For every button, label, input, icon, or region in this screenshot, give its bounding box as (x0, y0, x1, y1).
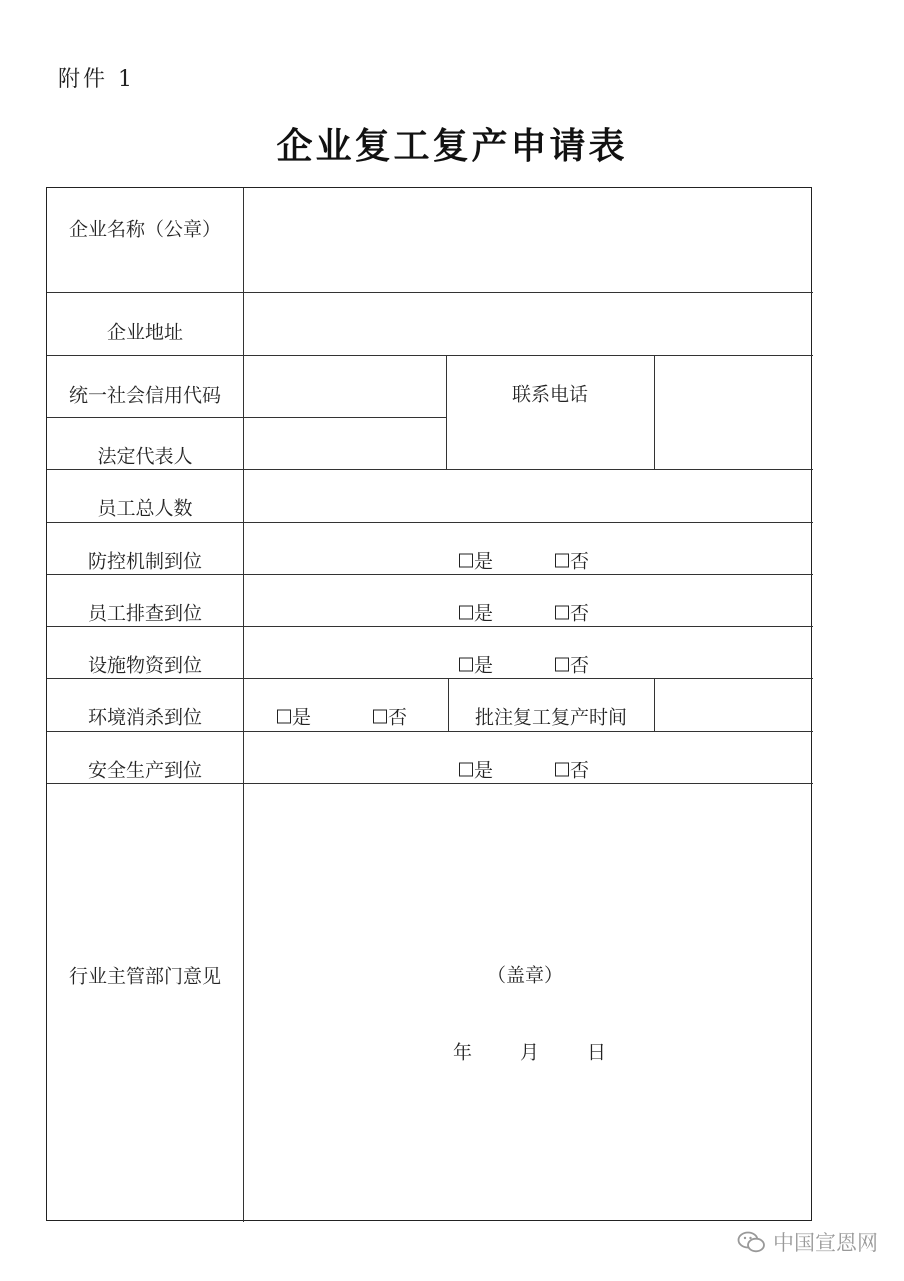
row-divider (47, 522, 813, 523)
label-employee-count: 员工总人数 (97, 497, 193, 520)
label-company-name: 企业名称（公章） (68, 218, 222, 241)
column-divider (446, 355, 447, 469)
yes-checkbox[interactable] (459, 756, 493, 783)
label-company-address: 企业地址 (106, 321, 184, 344)
no-label: 否 (570, 550, 590, 573)
no-checkbox[interactable] (555, 599, 589, 626)
application-form-table (46, 187, 812, 1221)
yes-checkbox[interactable] (459, 599, 493, 626)
checkbox-icon (555, 553, 569, 567)
no-checkbox[interactable] (555, 756, 589, 783)
no-label: 否 (570, 759, 590, 782)
yes-checkbox[interactable] (277, 703, 311, 730)
column-divider (448, 678, 449, 731)
approved-time-field[interactable] (656, 680, 811, 730)
checkbox-icon (373, 709, 387, 723)
label-credit-code: 统一社会信用代码 (68, 384, 222, 407)
checkbox-icon (555, 605, 569, 619)
company-name-field[interactable] (245, 190, 811, 291)
no-label: 否 (570, 602, 590, 625)
row-divider (47, 731, 813, 732)
label-authority-opinion: 行业主管部门意见 (68, 965, 222, 988)
yes-label: 是 (292, 706, 312, 729)
phone-field[interactable] (656, 357, 811, 468)
supplies-options (459, 651, 589, 678)
no-label: 否 (388, 706, 408, 729)
staff-screening-options (459, 599, 589, 626)
checkbox-icon (555, 762, 569, 776)
form-title: 企业复工复产申请表 (276, 125, 628, 167)
yes-label: 是 (474, 759, 494, 782)
label-epidemic-control: 防控机制到位 (87, 550, 203, 573)
yes-checkbox[interactable] (459, 547, 493, 574)
yes-label: 是 (474, 550, 494, 573)
checkbox-icon (277, 709, 291, 723)
label-staff-screening: 员工排查到位 (87, 602, 203, 625)
yes-label: 是 (474, 654, 494, 677)
label-supplies: 设施物资到位 (87, 654, 203, 677)
checkbox-icon (459, 762, 473, 776)
no-label: 否 (570, 654, 590, 677)
disinfection-options (277, 703, 407, 730)
label-legal-rep: 法定代表人 (97, 445, 193, 468)
label-safe-production: 安全生产到位 (87, 759, 203, 782)
authority-opinion-field[interactable] (245, 785, 811, 1220)
label-approved-time: 批注复工复产时间 (474, 706, 628, 729)
month-label: 月 (520, 1041, 540, 1064)
legal-rep-field[interactable] (245, 419, 445, 468)
yes-checkbox[interactable] (459, 651, 493, 678)
checkbox-icon (459, 553, 473, 567)
seal-label: （盖章） (487, 964, 564, 987)
company-address-field[interactable] (245, 294, 811, 354)
epidemic-control-options (459, 547, 589, 574)
checkbox-icon (459, 605, 473, 619)
checkbox-icon (459, 657, 473, 671)
label-phone: 联系电话 (511, 383, 589, 406)
year-label: 年 (453, 1041, 473, 1064)
signature-date (453, 1038, 606, 1065)
wechat-icon (737, 1230, 767, 1254)
day-label: 日 (587, 1041, 607, 1064)
label-disinfection: 环境消杀到位 (87, 706, 203, 729)
safe-production-options (459, 756, 589, 783)
employee-count-field[interactable] (245, 471, 811, 521)
attachment-label: 附件 1 (58, 67, 135, 92)
watermark-text: 中国宣恩网 (773, 1231, 878, 1255)
row-divider (47, 626, 813, 627)
yes-label: 是 (474, 602, 494, 625)
no-checkbox[interactable] (555, 651, 589, 678)
row-divider (47, 574, 813, 575)
checkbox-icon (555, 657, 569, 671)
no-checkbox[interactable] (555, 547, 589, 574)
credit-code-field[interactable] (245, 357, 445, 416)
no-checkbox[interactable] (373, 703, 407, 730)
watermark (737, 1227, 878, 1257)
